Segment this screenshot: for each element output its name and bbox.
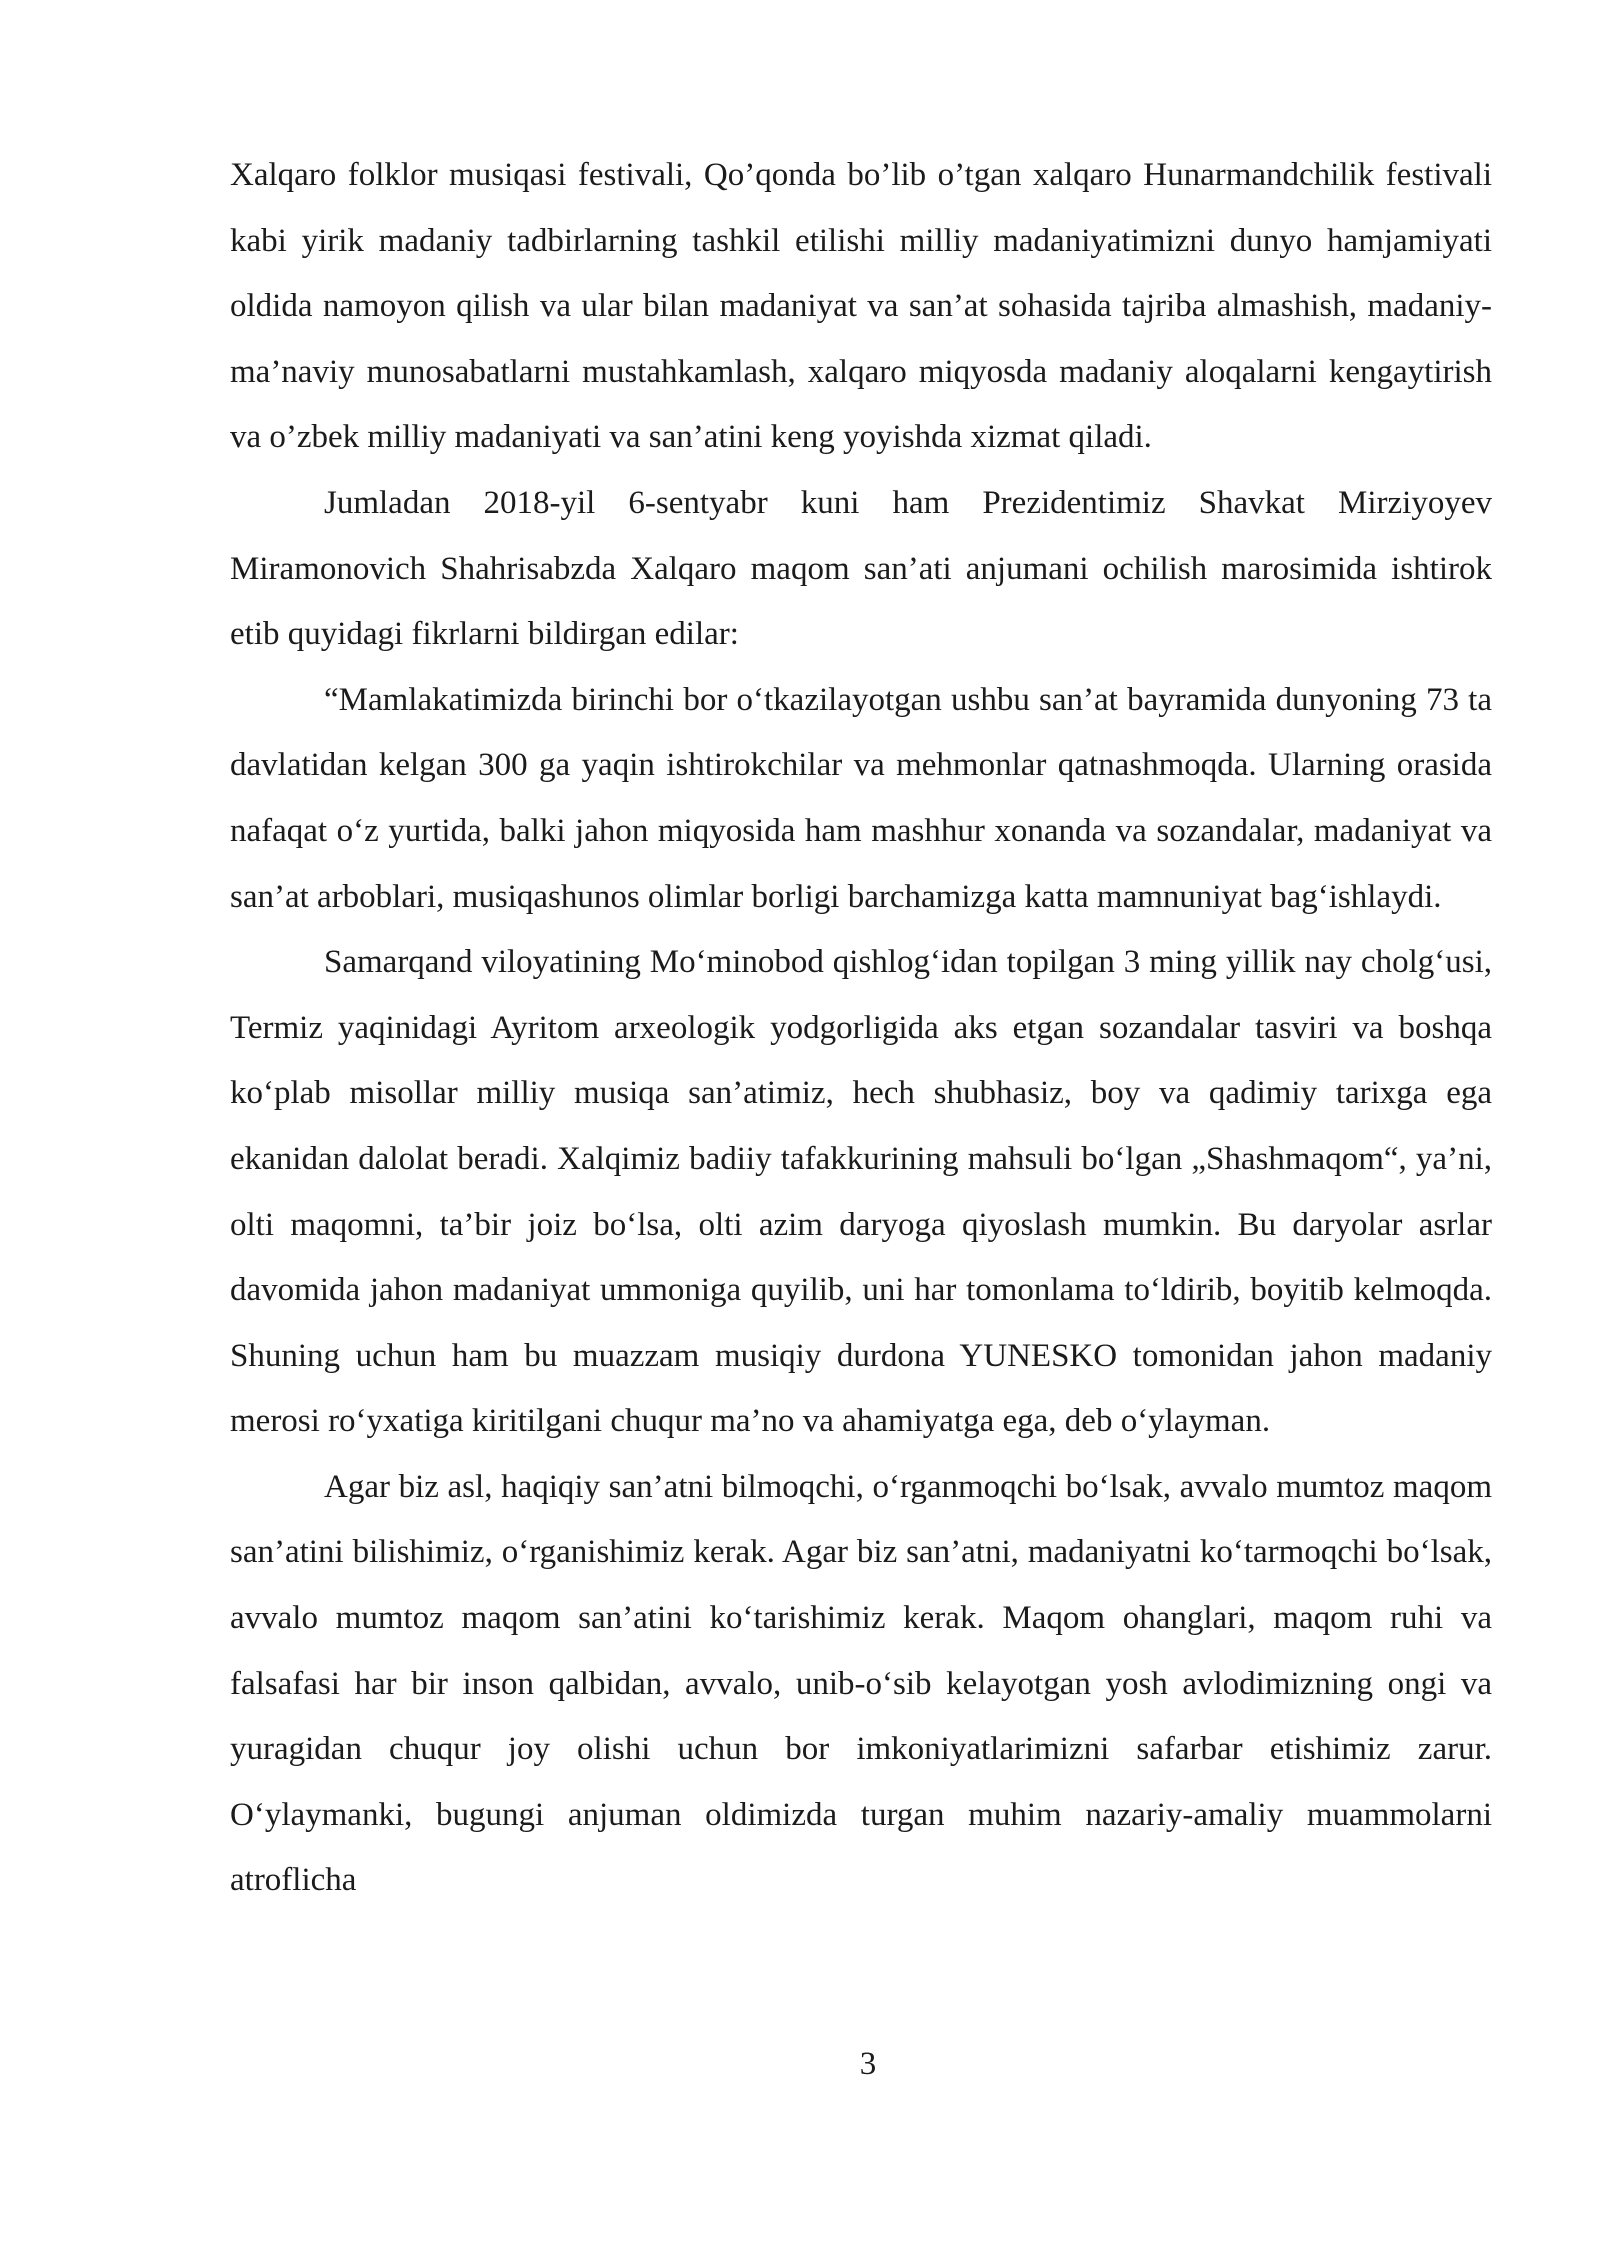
paragraph-president-speech-intro: Jumladan 2018-yil 6-sentyabr kuni ham Prezidentimiz Shavkat Mirziyoyev Miramonovich Shahrisabzda Xalqaro maqom san’ati anjumani ochilish marosimida ishtirok etib quyidagi fikrlarni bildirgan edilar: xyxy=(230,484,1492,653)
paragraph-music-history: Samarqand viloyatining Mo‘minobod qishlog‘idan topilgan 3 ming yillik nay cholg‘usi, Termiz yaqinidagi Ayritom arxeologik yodgorligida aks etgan sozandalar tasviri va boshqa ko‘plab misollar milliy musiqa san’atimiz, hech shubhasiz, boy va qadimiy tarixga ega ekanidan dalolat beradi. Xalqimiz badiiy tafakkurining mahsuli bo‘lgan „Shashmaqom“, ya’ni, olti maqomni, ta’bir joiz bo‘lsa, olti azim daryoga qiyoslash mumkin. Bu daryolar asrlar davomida jahon madaniyat ummoniga quyilib, uni har tomonlama to‘ldirib, boyitib kelmoqda. Shuning uchun ham bu muazzam musiqiy durdona YUNESKO tomonidan jahon madaniy merosi ro‘yxatiga kiritilgani chuqur ma’no va ahamiyatga ega, deb o‘ylayman. xyxy=(230,944,1492,1440)
page-number: 3 xyxy=(859,2046,877,2082)
paragraph-maqom-art: Agar biz asl, haqiqiy san’atni bilmoqchi, o‘rganmoqchi bo‘lsak, avvalo mumtoz maqom san’atini bilishimiz, o‘rganishimiz kerak. Agar biz san’atni, madaniyatni ko‘tarmoqchi bo‘lsak, avvalo mumtoz maqom san’atini ko‘tarishimiz kerak. Maqom ohanglari, maqom ruhi va falsafasi har bir inson qalbidan, avvalo, unib-o‘sib kelayotgan yosh avlodimizning ongi va yuragidan chuqur joy olishi uchun bor imkoniyatlarimizni safarbar etishimiz zarur. O‘ylaymanki, bugungi anjuman oldimizda turgan muhim nazariy-amaliy muammolarni atroflicha xyxy=(230,1468,1492,1899)
body-text xyxy=(230,143,1492,1914)
paragraph-quote-start: “Mamlakatimizda birinchi bor o‘tkazilayotgan ushbu san’at bayramida dunyoning 73 ta davlatidan kelgan 300 ga yaqin ishtirokchilar va mehmonlar qatnashmoqda. Ularning orasida nafaqat o‘z yurtida, balki jahon miqyosida ham mashhur xonanda va sozandalar, madaniyat va san’at arboblari, musiqashunos olimlar borligi barchamizga katta mamnuniyat bag‘ishlaydi. xyxy=(230,681,1492,915)
paragraph-festivals: Xalqaro folklor musiqasi festivali, Qo’qonda bo’lib o’tgan xalqaro Hunarmandchilik festivali kabi yirik madaniy tadbirlarning tashkil etilishi milliy madaniyatimizni dunyo hamjamiyati oldida namoyon qilish va ular bilan madaniyat va san’at sohasida tajriba almashish, madaniy- ma’naviy munosabatlarni mustahkamlash, xalqaro miqyosda madaniy aloqalarni kengaytirish va o’zbek milliy madaniyati va san’atini keng yoyishda xizmat qiladi. xyxy=(230,157,1492,456)
